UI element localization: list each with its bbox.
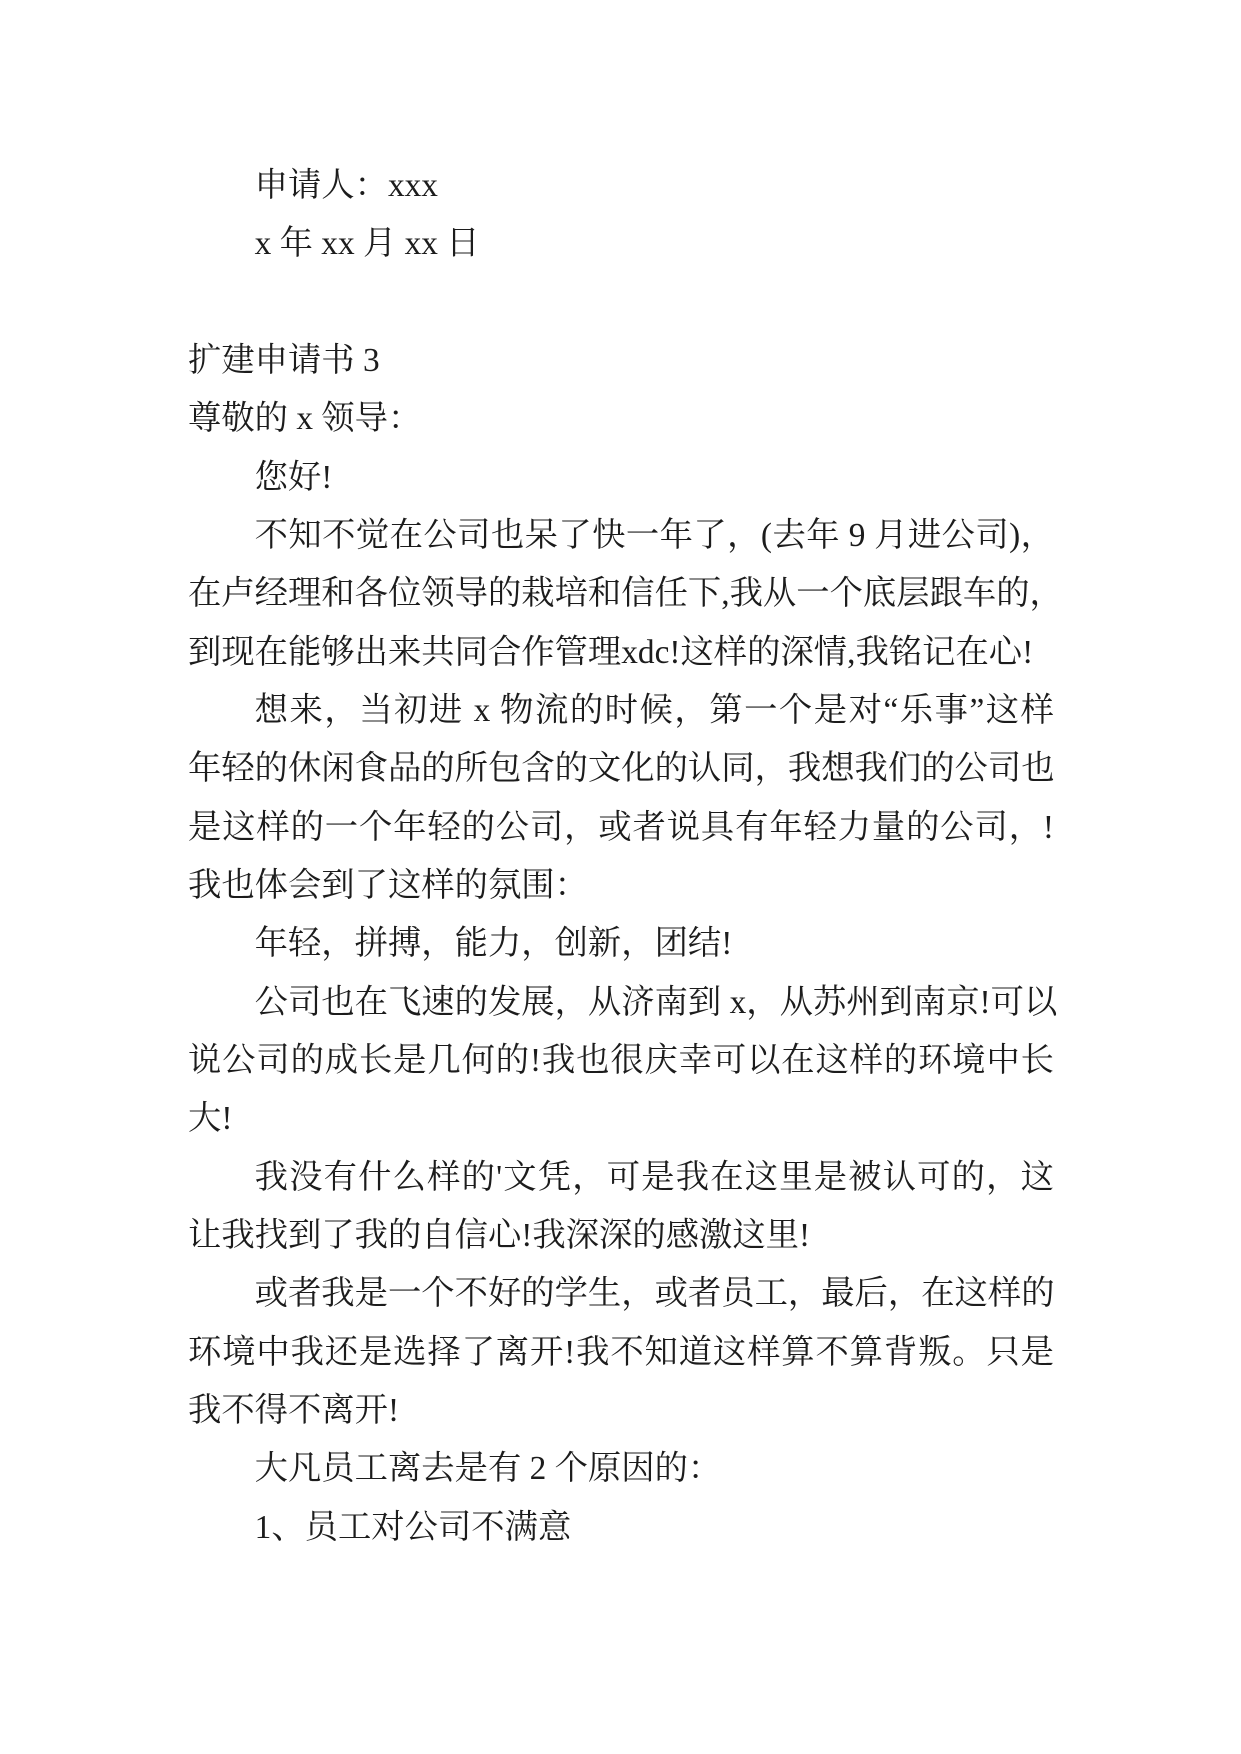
blank-line [188,274,1054,332]
paragraph-line: 大凡员工离去是有 2 个原因的： [254,1450,722,1488]
paragraph-line: 年轻的休闲食品的所包含的文化的认同，我想我们的公司也 [188,750,1055,788]
applicant-signature: 申请人：xxx [254,167,438,204]
paragraph-line: 或者我是一个不好的学生，或者员工，最后，在这样的 [254,1275,1055,1313]
paragraph-line: 是这样的一个年轻的公司，或者说具有年轻力量的公司，! [188,808,1054,846]
paragraph-line: 在卢经理和各位领导的栽培和信任下,我从一个底层跟车的， [188,575,1063,613]
document-title: 扩建申请书 3 [188,341,380,379]
paragraph-line: 我也体会到了这样的氛围： [188,866,588,904]
paragraph [188,974,1058,1149]
paragraph [188,1265,1054,1440]
paragraph-line: 到现在能够出来共同合作管理xdc!这样的深情,我铭记在心! [188,633,1034,671]
salutation: 尊敬的 x 领导： [188,400,422,438]
paragraph-line: 想来，当初进 x 物流的时候，第一个是对“乐事”这样 [254,691,1054,729]
paragraph [188,507,1063,682]
paragraph-line: 环境中我还是选择了离开!我不知道这样算不算背叛。只是 [188,1333,1054,1371]
paragraph-line: 我没有什么样的'文凭，可是我在这里是被认可的，这 [254,1158,1054,1196]
paragraph [188,1440,1054,1498]
paragraph [188,915,1054,973]
paragraph-line: 大! [188,1100,233,1138]
paragraph [188,1149,1054,1266]
greeting: 您好! [254,458,333,496]
paragraph-line: 年轻，拼搏，能力，创新，团结! [254,925,733,963]
paragraph-line: 不知不觉在公司也呆了快一年了，(去年 9 月进公司)， [254,516,1054,554]
paragraph-line: 公司也在飞速的发展，从济南到 x，从苏州到南京!可以 [254,983,1058,1021]
paragraph [188,682,1054,915]
signature-date: x 年 xx 月 xx 日 [254,225,480,263]
paragraph-line: 说公司的成长是几何的!我也很庆幸可以在这样的环境中长 [188,1041,1054,1079]
paragraph-line: 我不得不离开! [188,1391,400,1429]
paragraph [188,1499,1054,1557]
paragraph-line: 1、员工对公司不满意 [254,1508,572,1546]
paragraph-line: 让我找到了我的自信心!我深深的感激这里! [188,1216,811,1254]
